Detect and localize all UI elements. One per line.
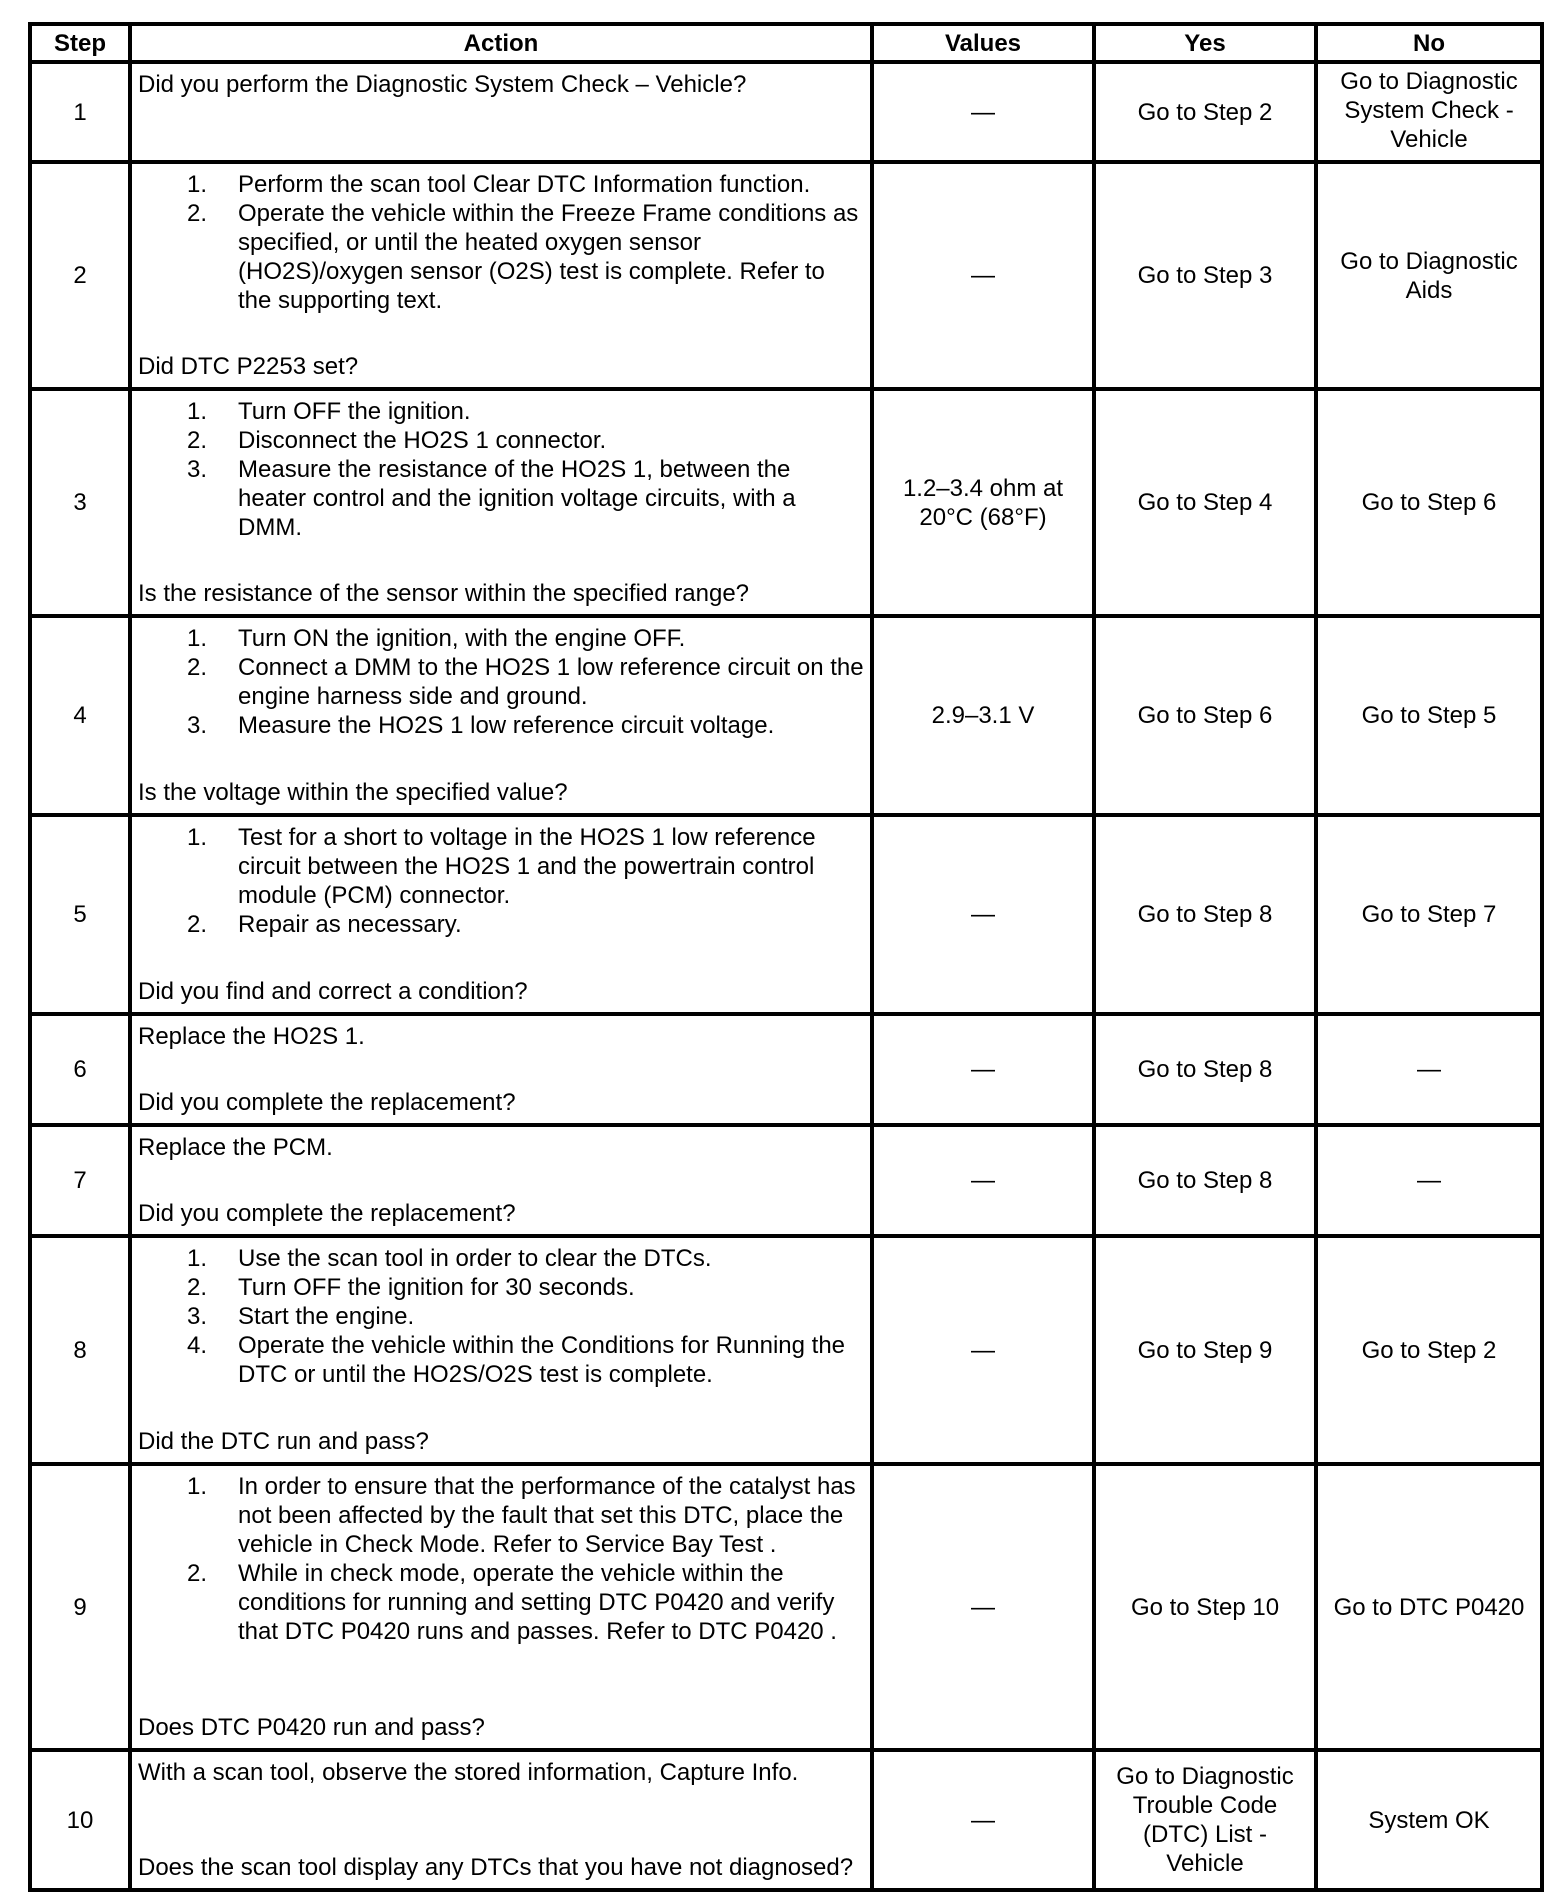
action-question: Is the resistance of the sensor within the specified range? [138, 580, 750, 607]
list-item [138, 170, 864, 199]
header-values: Values [872, 24, 1094, 62]
yes-cell: Go to Step 8 [1094, 1014, 1316, 1125]
yes-cell: Go to Step 8 [1094, 1125, 1316, 1236]
list-item-text: Operate the vehicle within the Conditions for Running the DTC or until the HO2S/O2S test is complete. [238, 1332, 846, 1388]
yes-cell: Go to Step 10 [1094, 1464, 1316, 1750]
table-row [30, 1236, 1542, 1464]
table-row [30, 1125, 1542, 1236]
list-item [138, 1472, 864, 1559]
action-question: Is the voltage within the specified value? [138, 779, 568, 806]
action-intro: Replace the HO2S 1. [138, 1023, 365, 1050]
list-item-number: 1. [187, 1245, 208, 1272]
list-item-text: Operate the vehicle within the Freeze Frame conditions as specified, or until the heated oxygen sensor (HO2S)/oxygen sensor (O2S) test is complete. Refer to the supporting text. [238, 200, 859, 314]
list-item [138, 1331, 864, 1389]
action-question: Does the scan tool display any DTCs that you have not diagnosed? [138, 1854, 854, 1881]
list-item-number: 1. [187, 171, 208, 198]
action-intro: With a scan tool, observe the stored information, Capture Info. [138, 1759, 799, 1786]
action-question: Did DTC P2253 set? [138, 353, 359, 380]
list-item [138, 910, 864, 939]
header-step: Step [30, 24, 130, 62]
header-row [30, 24, 1542, 62]
list-item-number: 2. [187, 200, 208, 227]
list-item [138, 1244, 864, 1273]
values-cell: — [872, 815, 1094, 1014]
list-item [138, 397, 864, 426]
no-cell: Go to Step 6 [1316, 389, 1542, 616]
list-item-text: Use the scan tool in order to clear the DTCs. [238, 1245, 712, 1272]
list-item-text: Test for a short to voltage in the HO2S 1 low reference circuit between the HO2S 1 and the powertrain control module (PCM) connector. [238, 824, 816, 909]
action-list [138, 1472, 864, 1646]
list-item [138, 823, 864, 910]
step-number: 10 [30, 1750, 130, 1890]
list-item-number: 3. [187, 456, 208, 483]
list-item [138, 711, 864, 740]
no-cell: Go to Diagnostic System Check - Vehicle [1316, 62, 1542, 162]
list-item-text: Repair as necessary. [238, 911, 462, 938]
action-question: Did the DTC run and pass? [138, 1428, 429, 1455]
action-cell [130, 1236, 872, 1464]
action-list [138, 823, 864, 939]
yes-cell: Go to Step 9 [1094, 1236, 1316, 1464]
list-item-number: 1. [187, 1473, 208, 1500]
action-question: Does DTC P0420 run and pass? [138, 1714, 485, 1741]
table-row [30, 162, 1542, 389]
table-row [30, 389, 1542, 616]
list-item-number: 1. [187, 625, 208, 652]
no-cell: Go to Step 7 [1316, 815, 1542, 1014]
list-item-number: 1. [187, 824, 208, 851]
list-item-number: 2. [187, 1560, 208, 1587]
action-cell [130, 62, 872, 162]
action-cell [130, 162, 872, 389]
list-item [138, 624, 864, 653]
values-cell: 2.9–3.1 V [872, 616, 1094, 815]
list-item-text: While in check mode, operate the vehicle within the conditions for running and setting DTC P0420 and verify that DTC P0420 runs and passes. Refer to DTC P0420 . [238, 1560, 837, 1645]
list-item [138, 455, 864, 542]
action-list [138, 624, 864, 740]
action-intro: Replace the PCM. [138, 1134, 333, 1161]
step-number: 6 [30, 1014, 130, 1125]
list-item-text: In order to ensure that the performance of the catalyst has not been affected by the fault that set this DTC, place the vehicle in Check Mode. Refer to Service Bay Test . [238, 1473, 856, 1558]
list-item [138, 1302, 864, 1331]
list-item [138, 1273, 864, 1302]
action-cell [130, 389, 872, 616]
list-item-text: Perform the scan tool Clear DTC Information function. [238, 171, 811, 198]
yes-cell: Go to Diagnostic Trouble Code (DTC) List - Vehicle [1094, 1750, 1316, 1890]
list-item-text: Disconnect the HO2S 1 connector. [238, 427, 607, 454]
step-number: 4 [30, 616, 130, 815]
no-cell: Go to Step 2 [1316, 1236, 1542, 1464]
no-cell: System OK [1316, 1750, 1542, 1890]
no-cell: — [1316, 1014, 1542, 1125]
action-intro: Did you perform the Diagnostic System Check – Vehicle? [138, 71, 747, 98]
step-number: 9 [30, 1464, 130, 1750]
action-cell [130, 1125, 872, 1236]
table-row [30, 616, 1542, 815]
action-list [138, 170, 864, 315]
list-item-text: Measure the resistance of the HO2S 1, between the heater control and the ignition voltage circuits, with a DMM. [238, 456, 796, 541]
values-cell: — [872, 1014, 1094, 1125]
diagnostic-table [28, 22, 1544, 1892]
list-item [138, 1559, 864, 1646]
step-number: 3 [30, 389, 130, 616]
values-cell: — [872, 1464, 1094, 1750]
list-item-number: 1. [187, 398, 208, 425]
yes-cell: Go to Step 3 [1094, 162, 1316, 389]
action-cell [130, 1750, 872, 1890]
list-item-number: 2. [187, 911, 208, 938]
list-item-number: 2. [187, 427, 208, 454]
values-cell: — [872, 1236, 1094, 1464]
action-question: Did you complete the replacement? [138, 1089, 516, 1116]
no-cell: Go to DTC P0420 [1316, 1464, 1542, 1750]
list-item-text: Turn OFF the ignition. [238, 398, 471, 425]
yes-cell: Go to Step 8 [1094, 815, 1316, 1014]
action-list [138, 1244, 864, 1389]
action-cell [130, 815, 872, 1014]
step-number: 1 [30, 62, 130, 162]
list-item-number: 4. [187, 1332, 208, 1359]
table-row [30, 1014, 1542, 1125]
step-number: 5 [30, 815, 130, 1014]
list-item-number: 3. [187, 712, 208, 739]
table-row [30, 62, 1542, 162]
list-item-text: Measure the HO2S 1 low reference circuit voltage. [238, 712, 775, 739]
list-item [138, 199, 864, 315]
list-item-text: Turn ON the ignition, with the engine OFF. [238, 625, 686, 652]
no-cell: — [1316, 1125, 1542, 1236]
action-cell [130, 616, 872, 815]
list-item-number: 3. [187, 1303, 208, 1330]
yes-cell: Go to Step 2 [1094, 62, 1316, 162]
action-cell [130, 1014, 872, 1125]
step-number: 2 [30, 162, 130, 389]
values-cell: — [872, 62, 1094, 162]
header-action: Action [130, 24, 872, 62]
action-cell [130, 1464, 872, 1750]
values-cell: — [872, 1125, 1094, 1236]
header-no: No [1316, 24, 1542, 62]
table-row [30, 815, 1542, 1014]
list-item-text: Turn OFF the ignition for 30 seconds. [238, 1274, 635, 1301]
values-cell: 1.2–3.4 ohm at 20°C (68°F) [872, 389, 1094, 616]
list-item [138, 653, 864, 711]
step-number: 8 [30, 1236, 130, 1464]
values-cell: — [872, 162, 1094, 389]
table-row [30, 1750, 1542, 1890]
table-row [30, 1464, 1542, 1750]
no-cell: Go to Diagnostic Aids [1316, 162, 1542, 389]
step-number: 7 [30, 1125, 130, 1236]
list-item-number: 2. [187, 1274, 208, 1301]
yes-cell: Go to Step 6 [1094, 616, 1316, 815]
list-item-number: 2. [187, 654, 208, 681]
action-question: Did you find and correct a condition? [138, 978, 528, 1005]
yes-cell: Go to Step 4 [1094, 389, 1316, 616]
list-item-text: Start the engine. [238, 1303, 415, 1330]
no-cell: Go to Step 5 [1316, 616, 1542, 815]
list-item [138, 426, 864, 455]
values-cell: — [872, 1750, 1094, 1890]
header-yes: Yes [1094, 24, 1316, 62]
list-item-text: Connect a DMM to the HO2S 1 low reference circuit on the engine harness side and ground. [238, 654, 864, 710]
action-question: Did you complete the replacement? [138, 1200, 516, 1227]
action-list [138, 397, 864, 542]
